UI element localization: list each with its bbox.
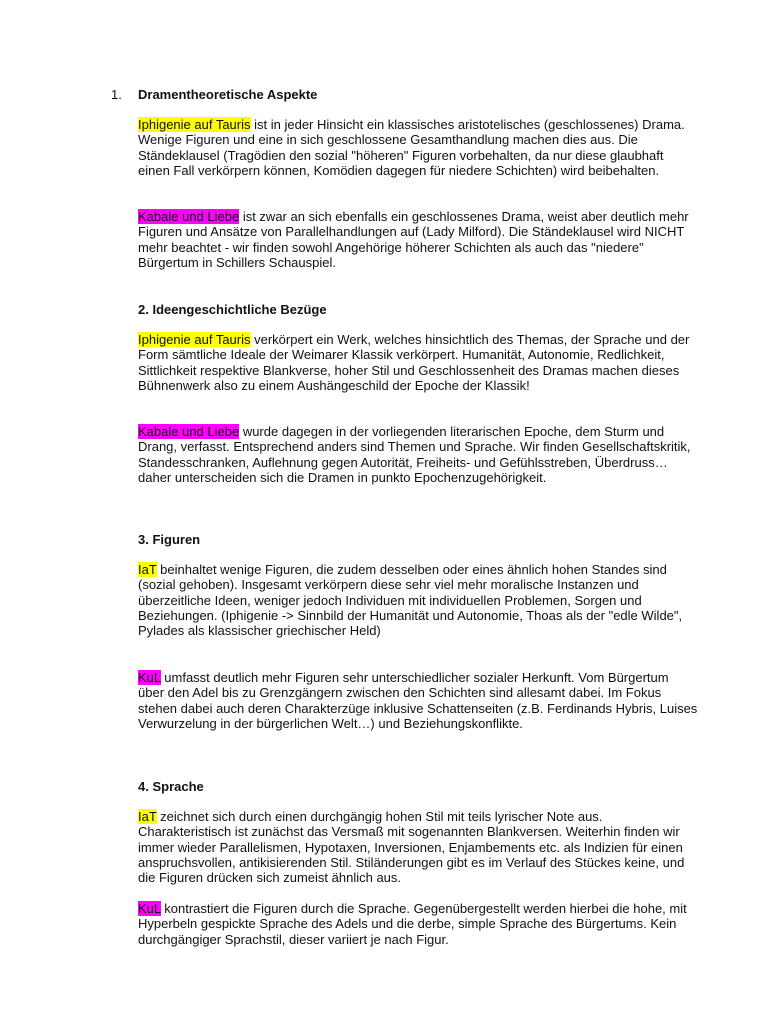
- paragraph-text: zeichnet sich durch einen durchgängig hohen Stil mit teils lyrischer Note aus. Charakteristisch ist zunächst das Versmaß mit sogenannten Blankversen. Weiterhin finden wir immer wieder Parallelismen, Hypotaxen, Inversionen, Enjambements etc. als Indizien für einen anspruchsvollen, antikisierenden Stil. Stiländerungen gibt es im Verlauf des Stückes keine, und die Figuren drücken sich zumeist ähnlich aus.: [138, 809, 685, 886]
- section-2-paragraph-iat: [138, 332, 698, 393]
- section-3-paragraph-kul: [138, 670, 698, 731]
- iat-highlight-tag: Iphigenie auf Tauris: [138, 332, 251, 347]
- section-4-paragraph-iat: [138, 809, 698, 885]
- section-3-heading: 3. Figuren: [138, 532, 201, 547]
- section-2-paragraph-kul: [138, 424, 698, 485]
- section-1-heading: [111, 87, 317, 102]
- kul-highlight-tag: KuL: [138, 670, 161, 685]
- paragraph-text: wurde dagegen in der vorliegenden literarischen Epoche, dem Sturm und Drang, verfasst. Entsprechend anders sind Themen und Sprache. Wir finden Gesellschaftskritik, Standesschranken, Auflehnung gegen Autorität, Freiheits- und Gefühlsstreben, Überdruss… daher unterscheiden sich die Dramen in punkto Epochenzugehörigkeit.: [138, 424, 691, 485]
- section-1-paragraph-iat: [138, 117, 698, 178]
- paragraph-text: beinhaltet wenige Figuren, die zudem desselben oder eines ähnlich hohen Standes sind (sozial gehoben). Insgesamt verkörpern diese sehr viel mehr moralische Instanzen und überzeitliche Ideen, weniger jedoch Individuen mit individuellen Problemen, Sorgen und Beziehungen. (Iphigenie -> Sinnbild der Humanität und Autonomie, Thoas als der "edle Wilde", Pylades als klassischer griechischer Held): [138, 562, 683, 639]
- section-4-heading: 4. Sprache: [138, 779, 204, 794]
- iat-highlight-tag: IaT: [138, 562, 157, 577]
- kul-highlight-tag: Kabale und Liebe: [138, 209, 240, 224]
- section-1-title: Dramentheoretische Aspekte: [138, 87, 318, 102]
- paragraph-text: kontrastiert die Figuren durch die Sprache. Gegenübergestellt werden hierbei die hohe, mit Hyperbeln gespickte Sprache des Adels und die derbe, simple Sprache des Bürgertums. Kein durchgängiger Sprachstil, dieser variiert je nach Figur.: [138, 901, 687, 947]
- paragraph-text: ist zwar an sich ebenfalls ein geschlossenes Drama, weist aber deutlich mehr Figuren und Ansätze von Parallelhandlungen auf (Lady Milford). Die Ständeklausel wird NICHT mehr beachtet - wir finden sowohl Angehörige höherer Schichten als auch das "niedere" Bürgertum in Schillers Schauspiel.: [138, 209, 689, 270]
- section-1-number: 1.: [111, 87, 122, 102]
- iat-highlight-tag: Iphigenie auf Tauris: [138, 117, 251, 132]
- kul-highlight-tag: KuL: [138, 901, 161, 916]
- section-3-paragraph-iat: [138, 562, 698, 638]
- section-1-paragraph-kul: [138, 209, 698, 270]
- section-4-paragraph-kul: [138, 901, 698, 947]
- section-2-heading: 2. Ideengeschichtliche Bezüge: [138, 302, 327, 317]
- paragraph-text: umfasst deutlich mehr Figuren sehr unterschiedlicher sozialer Herkunft. Vom Bürgertum über den Adel bis zu Grenzgängern zwischen den Schichten sind allesamt dabei. Im Fokus stehen dabei auch deren Charakterzüge inklusive Schattenseiten (z.B. Ferdinands Hybris, Luises Verwurzelung in der bürgerlichen Welt…) und Beziehungskonflikte.: [138, 670, 698, 731]
- paragraph-text: verkörpert ein Werk, welches hinsichtlich des Themas, der Sprache und der Form sämtliche Ideale der Weimarer Klassik verkörpert. Humanität, Autonomie, Redlichkeit, Sittlichkeit respektive Blankverse, hoher Stil und Geschlossenheit des Dramas machen dieses Bühnenwerk also zu einem Aushängeschild der Epoche der Klassik!: [138, 332, 690, 393]
- paragraph-text: ist in jeder Hinsicht ein klassisches aristotelisches (geschlossenes) Drama. Wenige Figuren und eine in sich geschlossene Gesamthandlung machen dies aus. Die Ständeklausel (Tragödien den sozial "höheren" Figuren vorbehalten, da nur diese glaubhaft einen Fall verkörpern können, Komödien dagegen für niedere Schichten) wird beibehalten.: [138, 117, 685, 178]
- kul-highlight-tag: Kabale und Liebe: [138, 424, 240, 439]
- iat-highlight-tag: IaT: [138, 809, 157, 824]
